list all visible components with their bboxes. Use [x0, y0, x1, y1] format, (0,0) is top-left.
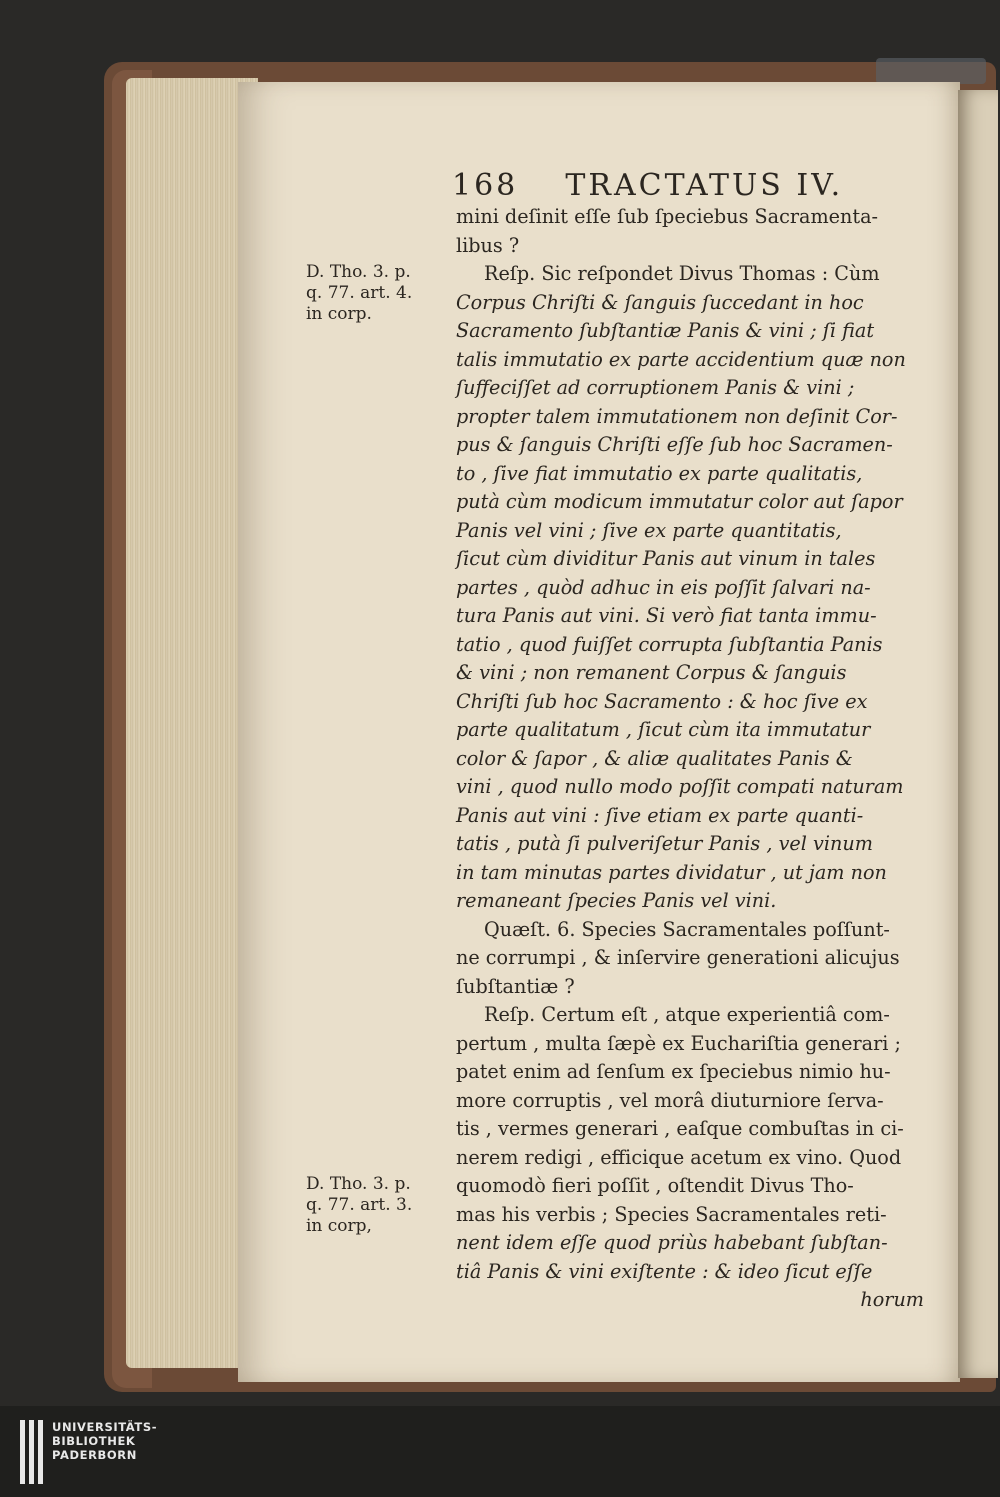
text-line: putà cùm modicum immutatur color aut ſapor [456, 490, 903, 513]
text-line: Corpus Chriſti & ſanguis ſuccedant in hoc [456, 290, 864, 314]
text-line: parte qualitatum , ſicut cùm ita immutatur [456, 718, 871, 741]
text-line: propter talem immutationem non deſinit Cor- [456, 404, 898, 428]
text-line: Reſp. Sic reſpondet Divus Thomas : Cùm [484, 262, 880, 285]
margin-note-2 [306, 1174, 412, 1237]
text-line: more corruptis , vel morâ diuturniore ſerva- [456, 1088, 884, 1112]
text-line: mini deſinit eſſe ſub ſpeciebus Sacramenta- [456, 205, 879, 228]
text-line: nent idem eſſe quod priùs habebant ſubſtan- [456, 1231, 888, 1254]
text-line: pertum , multa ſæpè ex Euchariſtia generari ; [456, 1031, 901, 1055]
text-line: quomodò fieri poſſit , oſtendit Divus Tho- [456, 1174, 854, 1197]
logo-line: BIBLIOTHEK [52, 1434, 136, 1448]
text-line: tura Panis aut vini. Si verò fiat tanta immu- [456, 604, 877, 627]
text-line: talis immutatio ex parte accidentium quæ non [456, 347, 906, 371]
text-line: Panis vel vini ; ſive ex parte quantitatis, [456, 518, 842, 542]
library-logo-text [52, 1420, 157, 1462]
text-line: nerem redigi , efficique acetum ex vino. Quod [456, 1145, 902, 1169]
text-line: tiâ Panis & vini exiſtente : & ideo ſicut eſſe [456, 1259, 873, 1283]
text-line: & vini ; non remanent Corpus & ſanguis [456, 661, 847, 684]
text-line: Quæſt. 6. Species Sacramentales poſſunt- [484, 917, 890, 941]
page-number: 168 [452, 168, 519, 203]
text-line: tis , vermes generari , eaſque combuſtas in ci- [456, 1117, 904, 1140]
text-line: patet enim ad ſenſum ex ſpeciebus nimio hu- [456, 1060, 891, 1083]
margin-note-line: in corp. [306, 304, 372, 324]
text-line: horum [860, 1288, 924, 1311]
text-line: ſubſtantiæ ? [456, 974, 575, 998]
text-line: in tam minutas partes dividatur , ut jam non [456, 860, 887, 884]
library-logo-icon [20, 1420, 48, 1484]
text-line: mas his verbis ; Species Sacramentales reti- [456, 1202, 887, 1226]
text-line: Sacramento ſubſtantiæ Panis & vini ; ſi fiat [456, 319, 875, 342]
text-line: Reſp. Certum eſt , atque experientiâ com- [484, 1003, 890, 1026]
text-line: libus ? [456, 233, 520, 257]
text-line: pus & ſanguis Chriſti eſſe ſub hoc Sacramen- [456, 433, 893, 456]
header-title: TRACTATUS IV. [565, 168, 844, 203]
marbled-endpaper [876, 58, 986, 84]
running-header [452, 168, 843, 203]
text-line: to , ſive fiat immutatio ex parte qualitatis, [456, 461, 863, 485]
text-line: ſuffeciſſet ad corruptionem Panis & vini ; [456, 376, 855, 399]
text-line: Panis aut vini : ſive etiam ex parte quanti- [456, 803, 864, 827]
text-line: tatis , putà ſi pulveriſetur Panis , vel vinum [456, 832, 873, 855]
margin-note-line: q. 77. art. 4. [306, 283, 413, 303]
text-line: ſicut cùm dividitur Panis aut vinum in tales [456, 547, 876, 570]
margin-note-line: D. Tho. 3. p. [306, 1174, 411, 1194]
footer-bar [0, 1406, 1000, 1497]
margin-note-1 [306, 262, 412, 325]
text-line: tatio , quod fuiſſet corrupta ſubſtantia Panis [456, 632, 883, 656]
margin-note-line: in corp, [306, 1216, 372, 1236]
text-line: remaneant ſpecies Panis vel vini. [456, 889, 777, 912]
text-line: color & ſapor , & aliæ qualitates Panis & [456, 746, 853, 770]
facing-page-edge [958, 90, 998, 1378]
margin-note-line: q. 77. art. 3. [306, 1195, 413, 1215]
logo-line: PADERBORN [52, 1448, 137, 1462]
margin-note-line: D. Tho. 3. p. [306, 262, 411, 282]
text-line: vini , quod nullo modo poſſit compati naturam [456, 775, 904, 798]
body-text [456, 203, 936, 1315]
text-line: ne corrumpi , & inſervire generationi alicujus [456, 946, 900, 969]
text-line: Chriſti ſub hoc Sacramento : & hoc ſive ex [456, 689, 868, 713]
logo-line: UNIVERSITÄTS- [52, 1420, 158, 1434]
text-line: partes , quòd adhuc in eis poſſit ſalvari na- [456, 575, 871, 599]
